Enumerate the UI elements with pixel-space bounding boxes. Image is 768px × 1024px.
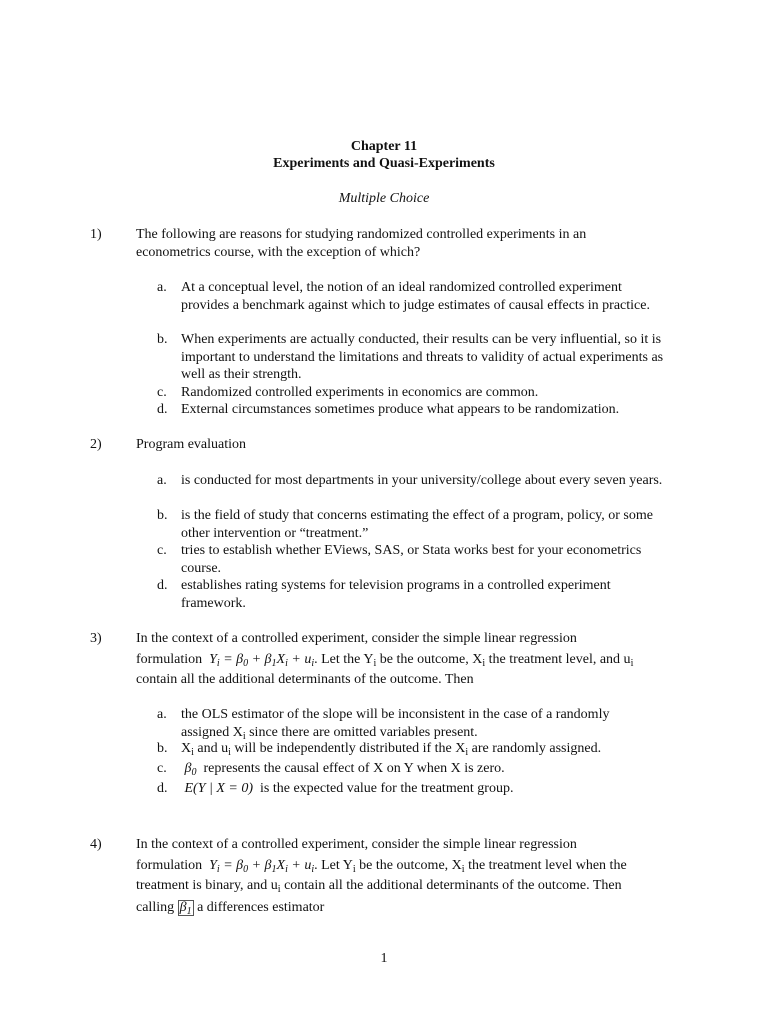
question-line-part: be the outcome, X xyxy=(355,857,462,873)
option-letter: c. xyxy=(157,761,167,776)
option-letter: c. xyxy=(157,543,167,558)
option-letter: a. xyxy=(157,280,167,295)
option-letter: a. xyxy=(157,707,167,722)
option-line: the OLS estimator of the slope will be inconsistent in the case of a randomly xyxy=(181,707,610,722)
option-line-part: since there are omitted variables present. xyxy=(245,724,478,740)
option-line: assigned $X_i$ since there are omitted variables present. xyxy=(181,724,478,742)
answer-option xyxy=(157,760,677,778)
option-line-part: and u xyxy=(193,741,229,756)
option-text: is the field of study that concerns estimating the effect of a program, policy, or some other intervention or “treatment.” xyxy=(181,508,653,541)
answer-option xyxy=(157,279,677,314)
question-line-part: . Let the Y xyxy=(314,651,374,667)
answer-option xyxy=(157,331,677,384)
answer-option xyxy=(157,740,677,758)
regression-equation: $Y_i = \beta_0 + \beta_1X_i + u_i$ xyxy=(205,857,315,875)
question-line-part: calling xyxy=(136,899,175,915)
option-text: is conducted for most departments in your university/college about every seven years. xyxy=(181,473,663,488)
question-line-part: be the outcome, X xyxy=(376,651,483,667)
question-line xyxy=(136,899,656,917)
option-letter: b. xyxy=(157,508,168,523)
option-letter: d. xyxy=(157,781,168,796)
answer-option xyxy=(157,577,677,612)
expectation-expression: E(Y | X = 0) xyxy=(181,781,257,796)
option-line-part: are randomly assigned. xyxy=(468,741,602,756)
question-text: Program evaluation xyxy=(136,437,247,452)
option-line-part: X xyxy=(181,741,192,756)
option-text: establishes rating systems for television programs in a controlled experiment framework. xyxy=(181,578,611,611)
answer-option xyxy=(157,507,677,542)
question-line-part: the treatment level when the xyxy=(464,857,627,873)
question-text xyxy=(136,630,656,689)
option-line-part: will be independently distributed if the X xyxy=(230,741,466,756)
question-line-part: treatment is binary, and u xyxy=(136,878,278,894)
beta-one-hat-symbol: $\beta_1$ xyxy=(179,899,192,917)
question-line: formulation $Y_i = \beta_0 + \beta_1X_i + u_i$. Let $Y_i$ be the outcome, $X_i$ the treatment level when the xyxy=(136,857,627,875)
option-text: At a conceptual level, the notion of an ideal randomized controlled experiment provides a benchmark against which to judge estimates of causal effects in practice. xyxy=(181,280,650,313)
chapter-title: Experiments and Quasi-Experiments xyxy=(273,156,495,171)
regression-equation: $Y_i = \beta_0 + \beta_1X_i + u_i$ xyxy=(205,651,315,669)
option-text: Randomized controlled experiments in economics are common. xyxy=(181,385,539,400)
question-line: contain all the additional determinants of the outcome. Then xyxy=(136,672,474,688)
option-text: External circumstances sometimes produce what appears to be randomization. xyxy=(181,402,620,417)
option-letter: c. xyxy=(157,385,167,400)
answer-option xyxy=(157,384,677,402)
question-number: 4) xyxy=(90,837,102,852)
question-number: 3) xyxy=(90,631,102,646)
question-line: In the context of a controlled experiment, consider the simple linear regression xyxy=(136,837,577,852)
option-text: When experiments are actually conducted, their results can be very influential, so it is important to understand the limitations and threats to validity of actual experiments as well as their strength. xyxy=(181,332,664,383)
option-text: tries to establish whether EViews, SAS, or Stata works best for your econometrics course. xyxy=(181,543,642,576)
question-line: In the context of a controlled experiment, consider the simple linear regression xyxy=(136,631,577,646)
question-line-part: formulation xyxy=(136,857,203,873)
page-number: 1 xyxy=(380,951,388,966)
option-letter: b. xyxy=(157,741,168,756)
question-line-part: a differences estimator xyxy=(197,899,325,915)
question-text: The following are reasons for studying randomized controlled experiments in an econometrics course, with the exception of which? xyxy=(136,227,587,260)
option-line-part: assigned X xyxy=(181,724,243,740)
option-line-part: is the expected value for the treatment group. xyxy=(260,781,514,796)
answer-option xyxy=(157,472,677,490)
option-text: $X_i$ and $u_i$ will be independently distributed if the $X_i$ are randomly assigned. xyxy=(181,741,602,758)
question-line-part: formulation xyxy=(136,651,203,667)
chapter-heading: Chapter 11 xyxy=(350,139,418,154)
question-line: formulation $Y_i = \beta_0 + \beta_1X_i + u_i$. Let the $Y_i$ be the outcome, $X_i$ the treatment level, and $u_i$ xyxy=(136,651,634,669)
option-letter: d. xyxy=(157,578,168,593)
question-line-part: the treatment level, and u xyxy=(485,651,631,667)
answer-option xyxy=(157,780,677,798)
question-number: 1) xyxy=(90,227,102,242)
question-line: treatment is binary, and $u_i$ contain all the additional determinants of the outcome. Then xyxy=(136,878,622,896)
answer-option xyxy=(157,542,677,577)
question-text xyxy=(136,836,656,916)
option-line-part: represents the causal effect of X on Y when X is zero. xyxy=(203,761,505,776)
option-letter: a. xyxy=(157,473,167,488)
question-number: 2) xyxy=(90,437,102,452)
section-heading: Multiple Choice xyxy=(338,191,430,206)
option-text xyxy=(181,780,677,798)
answer-option xyxy=(157,706,677,741)
option-text xyxy=(181,706,661,741)
option-letter: b. xyxy=(157,332,168,347)
option-letter: d. xyxy=(157,402,168,417)
beta-zero-symbol: $\beta_0$ xyxy=(181,761,197,778)
option-text xyxy=(181,760,677,778)
question-line-part: . Let Y xyxy=(314,857,353,873)
answer-option xyxy=(157,401,677,419)
question-line-part: contain all the additional determinants of the outcome. Then xyxy=(280,878,622,894)
